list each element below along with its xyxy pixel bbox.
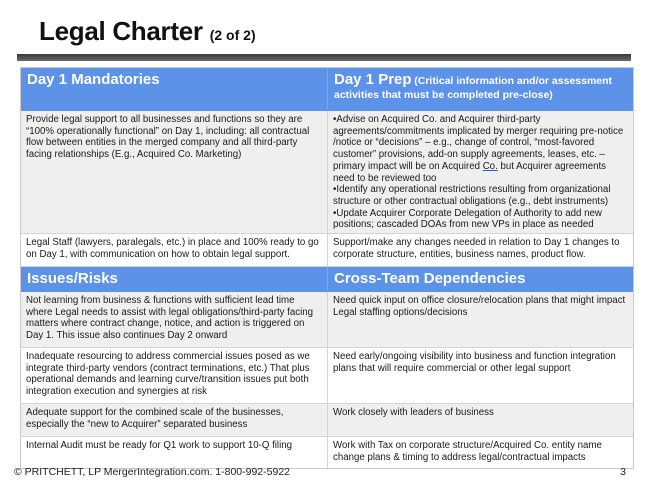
prep-bullet-2: •Identify any operational restrictions resulting from organizational structure or other contractual obligations (e.g., debt instruments) xyxy=(333,184,611,207)
header-row-issues xyxy=(21,267,633,292)
prep-bullet-1-marked: Co. xyxy=(482,160,498,172)
cell-issue-3: Adequate support for the combined scale of the businesses, especially the “new to Acquirer” separated business xyxy=(26,407,284,430)
cell-dependency-2: Need early/ongoing visibility into business and function integration plans that will require commercial or other legal support xyxy=(327,348,633,403)
table-row xyxy=(21,234,633,267)
table-row xyxy=(21,111,633,234)
cell-dependency-3: Work closely with leaders of business xyxy=(327,404,633,436)
heading-dependencies: Cross-Team Dependencies xyxy=(334,270,526,287)
header-row-day1 xyxy=(21,68,633,111)
prep-bullet-1-text: •Advise on Acquired Co. and Acquirer third-party agreements/commitments implicated by merger requiring pre-notice /notice or “decisions” – e.g., change of control, “most-favored customer” provisions, add-on supply agreements, leases, etc. – primary impact will be on Acquired xyxy=(333,114,624,172)
cell-issue-1: Not learning from business & functions with sufficient lead time where Legal needs to assist with legal obligations/third-party facing matters where contract change, notice, and action is triggered on Day 1. This issue also continues Day 2 onward xyxy=(26,295,314,342)
heading-issues: Issues/Risks xyxy=(27,270,118,287)
table-row xyxy=(21,404,633,437)
header-day1-prep xyxy=(327,68,633,110)
heading-prep-sub: (Critical information and/or assessment activities that must be completed pre-close) xyxy=(334,75,613,101)
title-subtitle: (2 of 2) xyxy=(209,27,256,43)
cell-prep-2: Support/make any changes needed in relation to Day 1 changes to corporate structure, entities, business names, product flow. xyxy=(327,234,633,266)
header-issues-risks xyxy=(21,267,327,291)
page-number: 3 xyxy=(620,466,626,478)
cell-dependency-4: Work with Tax on corporate structure/Acquired Co. entity name change plans & timing to address legal/contractual impacts xyxy=(327,437,633,468)
prep-bullet-3: •Update Acquirer Corporate Delegation of Authority to add new positions; cascaded DOAs from new VPs in place as needed xyxy=(333,207,602,231)
cell-prep-1 xyxy=(327,111,633,233)
heading-prep: Day 1 Prep xyxy=(334,71,412,88)
cell-mandatory-2: Legal Staff (lawyers, paralegals, etc.) in place and 100% ready to go on Day 1, with communication on how to obtain legal support. xyxy=(26,237,319,260)
table-row xyxy=(21,437,633,468)
cell-issue-4: Internal Audit must be ready for Q1 work to support 10-Q filing xyxy=(26,440,292,451)
prep-bullet-1 xyxy=(333,114,628,184)
table-row xyxy=(21,348,633,404)
charter-table xyxy=(20,67,634,469)
table-row xyxy=(21,292,633,348)
header-day1-mandatories xyxy=(21,68,327,110)
title-divider xyxy=(17,54,631,61)
cell-mandatory-1: Provide legal support to all businesses and functions so they are “100% operationally functional” on Day 1, including: all contractual flow between entities in the merged company and all third-party facing relationships (E.g., Acquired Co. Marketing) xyxy=(26,114,310,161)
page-title xyxy=(39,16,256,48)
cell-dependency-1: Need quick input on office closure/relocation plans that might impact Legal staffing options/decisions xyxy=(327,292,633,347)
heading-mandatories: Day 1 Mandatories xyxy=(27,71,160,88)
cell-issue-2: Inadequate resourcing to address commercial issues posed as we integrate third-party vendors (contract terminations, etc.) That plus operational demands and learning curve/transition issues put both integration execution and synergies at risk xyxy=(26,351,310,398)
footer-copyright: © PRITCHETT, LP MergerIntegration.com. 1-800-992-5922 xyxy=(14,466,290,478)
title-main: Legal Charter xyxy=(39,16,203,46)
header-cross-team xyxy=(327,267,633,291)
prep-bullet-1-rest: but Acquirer agreements need to be reviewed too xyxy=(333,160,607,184)
